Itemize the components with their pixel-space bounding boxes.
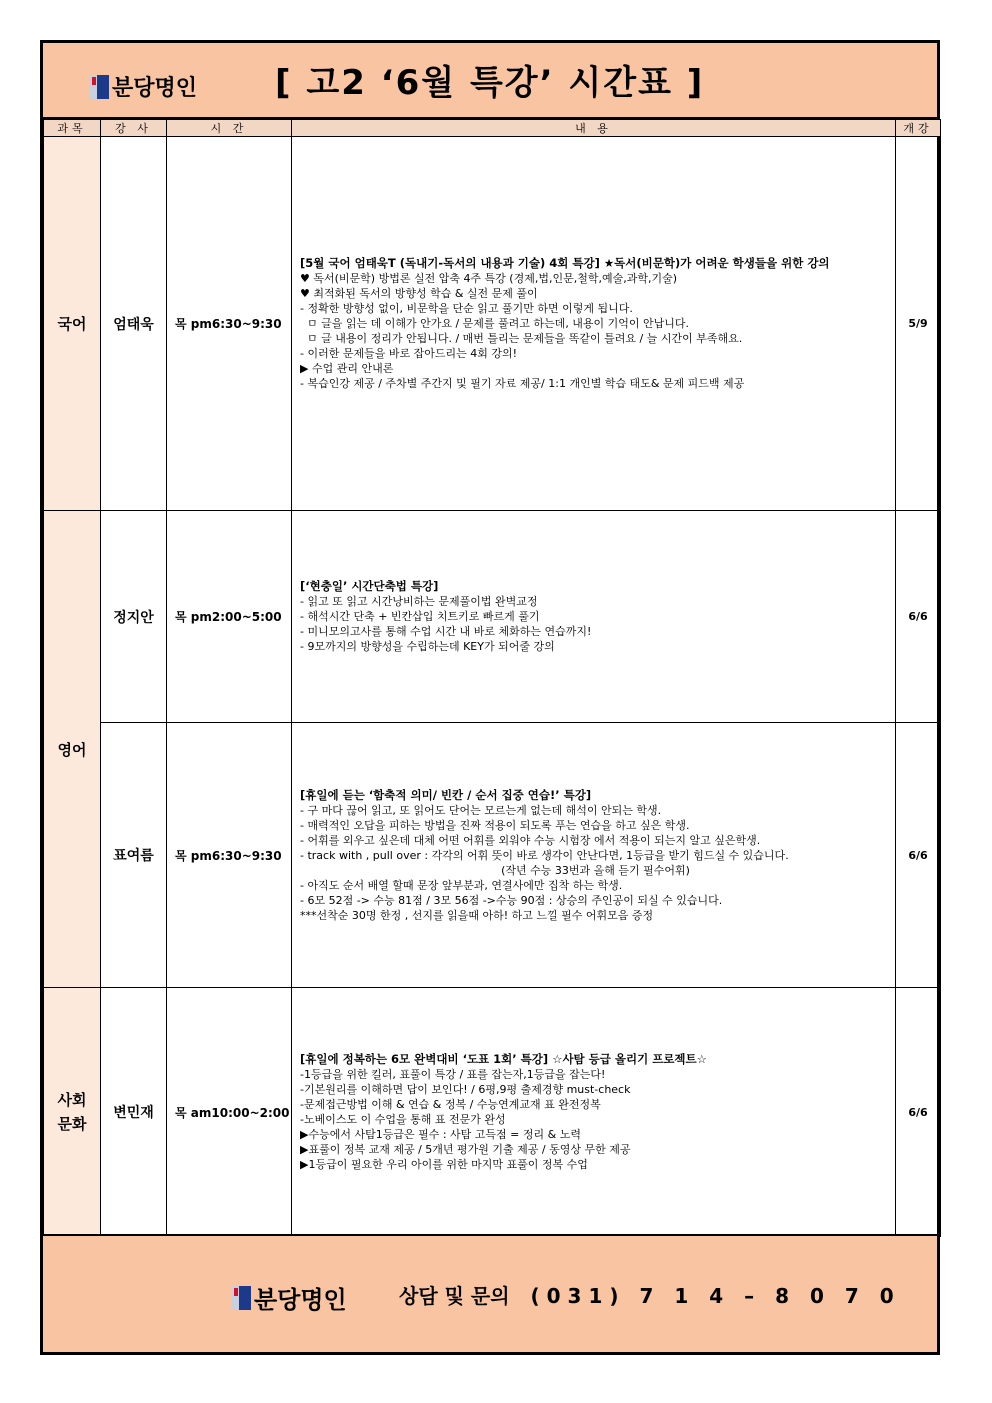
brand-logo-icon	[89, 75, 109, 99]
course-line: ▶1등급이 필요한 우리 아이를 위한 마지막 표풀이 정복 수업	[300, 1158, 588, 1171]
page-title: [ 고2 ‘6월 특강’ 시간표 ]	[275, 63, 705, 103]
course-line: -노베이스도 이 수업을 통해 표 전문가 완성	[300, 1113, 506, 1126]
course-line: ▶ 수업 관리 안내론	[300, 362, 394, 375]
course-line: -문제접근방법 이해 & 연습 & 정복 / 수능연계교재 표 완전정복	[300, 1098, 601, 1111]
course-line: ***선착순 30명 한정 , 선지를 읽을때 아하! 하고 느낄 필수 어휘모음 증정	[300, 908, 654, 922]
course-line: - 매력적인 오답을 피하는 방법을 진짜 적용이 되도록 푸는 연습을 하고 싶은 학생.	[300, 818, 690, 832]
header-brand: 분당명인	[112, 76, 198, 101]
time-cell: 목 pm2:00~5:00	[167, 511, 292, 723]
footer-brand: 분당명인	[254, 1286, 347, 1314]
time-cell: 목 pm6:30~9:30	[167, 137, 292, 511]
course-title: [‘현충일’ 시간단축법 특강]	[300, 579, 439, 593]
content-cell	[292, 988, 896, 1237]
course-line: - 미니모의고사를 통해 수업 시간 내 바로 체화하는 연습까지!	[300, 625, 592, 638]
course-line: ㅁ 글을 읽는 데 이해가 안가요 / 문제를 풀려고 하는데, 내용이 기억이 안납니다.	[300, 317, 690, 330]
course-line: - 해석시간 단축 + 빈칸삽입 치트키로 빠르게 풀기	[300, 610, 540, 623]
table-row	[44, 137, 941, 511]
header-logo	[89, 71, 197, 102]
start-date-cell: 6/6	[896, 723, 941, 988]
time-cell: 목 am10:00~2:00	[167, 988, 292, 1237]
course-line: - 읽고 또 읽고 시간낭비하는 문제풀이법 완벽교정	[300, 595, 538, 608]
teacher-cell: 엄태욱	[101, 137, 167, 511]
subject-cell: 사회 문화	[44, 988, 101, 1237]
start-date-cell: 6/6	[896, 511, 941, 723]
col-content: 내 용	[292, 120, 896, 137]
col-subject: 과목	[44, 120, 101, 137]
course-line: ♥ 최적화된 독서의 방향성 학습 & 실전 문제 풀이	[300, 287, 538, 300]
course-line: - 복습인강 제공 / 주차별 주간지 및 필기 자료 제공/ 1:1 개인별 학습 태도& 문제 피드백 제공	[300, 377, 745, 390]
content-cell	[292, 511, 896, 723]
teacher-cell: 표여름	[101, 723, 167, 988]
footer	[43, 1234, 937, 1352]
content-cell	[292, 137, 896, 511]
brand-logo-icon	[231, 1286, 251, 1310]
course-line: ▶수능에서 사탐1등급은 필수 : 사탐 고득점 = 정리 & 노력	[300, 1128, 581, 1141]
timetable	[43, 119, 941, 1237]
table-row	[44, 988, 941, 1237]
course-line: - 6모 52점 -> 수능 81점 / 3모 56점 ->수능 90점 : 상승의 주인공이 되실 수 있습니다.	[300, 893, 723, 907]
teacher-cell: 정지안	[101, 511, 167, 723]
phone-number[interactable]: (031) 7 1 4 – 8 0 7 0	[530, 1284, 901, 1308]
table-header-row	[44, 120, 941, 137]
course-line: - 이러한 문제들을 바로 잡아드리는 4회 강의!	[300, 347, 517, 360]
col-teacher: 강 사	[101, 120, 167, 137]
timetable-frame	[40, 40, 940, 1355]
course-line: - 정확한 방향성 없이, 비문학을 단순 읽고 풀기만 하면 이렇게 됩니다.	[300, 302, 633, 315]
course-line: ▶표풀이 정복 교재 제공 / 5개년 평가원 기출 제공 / 동영상 무한 제공	[300, 1143, 631, 1156]
course-title: [5월 국어 엄태욱T (독내기-독서의 내용과 기술) 4회 특강] ★독서(비문학)가 어려운 학생들을 위한 강의	[300, 256, 830, 270]
table-row	[44, 511, 941, 723]
col-time: 시 간	[167, 120, 292, 137]
course-title: [휴일에 듣는 ‘함축적 의미/ 빈칸 / 순서 집중 연습!’ 특강]	[300, 787, 592, 802]
table-row	[44, 723, 941, 988]
content-cell	[292, 723, 896, 988]
course-line: - track with , pull over : 각각의 어휘 뜻이 바로 생각이 안난다면, 1등급을 받기 힘드실 수 있습니다.	[300, 848, 789, 862]
course-line: ♥ 독서(비문학) 방법론 실전 압축 4주 특강 (경제,법,인문,철학,예술,과학,기술)	[300, 272, 678, 285]
subject-cell: 영어	[44, 511, 101, 988]
contact-info	[399, 1280, 901, 1309]
start-date-cell: 5/9	[896, 137, 941, 511]
header	[43, 43, 937, 119]
course-line: -1등급을 위한 킬러, 표풀이 특강 / 표를 잡는자,1등급을 잡는다!	[300, 1068, 606, 1081]
course-line: - 어휘를 외우고 싶은데 대체 어떤 어휘를 외워야 수능 시험장 에서 적용이 되는지 알고 싶은학생.	[300, 833, 761, 847]
course-title: [휴일에 정복하는 6모 완벽대비 ‘도표 1회’ 특강] ☆사탐 등급 올리기 프로젝트☆	[300, 1052, 707, 1066]
course-line: - 아직도 순서 배열 할때 문장 앞부분과, 연결사에만 집착 하는 학생.	[300, 878, 623, 892]
course-line: -기본원리를 이해하면 답이 보인다! / 6평,9평 출제경향 must-check	[300, 1083, 631, 1096]
course-line: (작년 수능 33번과 올해 듣기 필수어휘)	[501, 863, 690, 877]
footer-logo	[231, 1280, 347, 1315]
course-line: - 9모까지의 방향성을 수립하는데 KEY가 되어줄 강의	[300, 640, 555, 653]
col-start: 개강	[896, 120, 941, 137]
contact-label: 상담 및 문의	[399, 1284, 510, 1308]
subject-cell: 국어	[44, 137, 101, 511]
time-cell: 목 pm6:30~9:30	[167, 723, 292, 988]
start-date-cell: 6/6	[896, 988, 941, 1237]
course-line: - 구 마다 끊어 읽고, 또 읽어도 단어는 모르는게 없는데 해석이 안되는 학생.	[300, 803, 662, 817]
teacher-cell: 변민재	[101, 988, 167, 1237]
course-line: ㅁ 글 내용이 정리가 안됩니다. / 매번 틀리는 문제들을 똑같이 틀려요 / 늘 시간이 부족해요.	[300, 332, 743, 345]
